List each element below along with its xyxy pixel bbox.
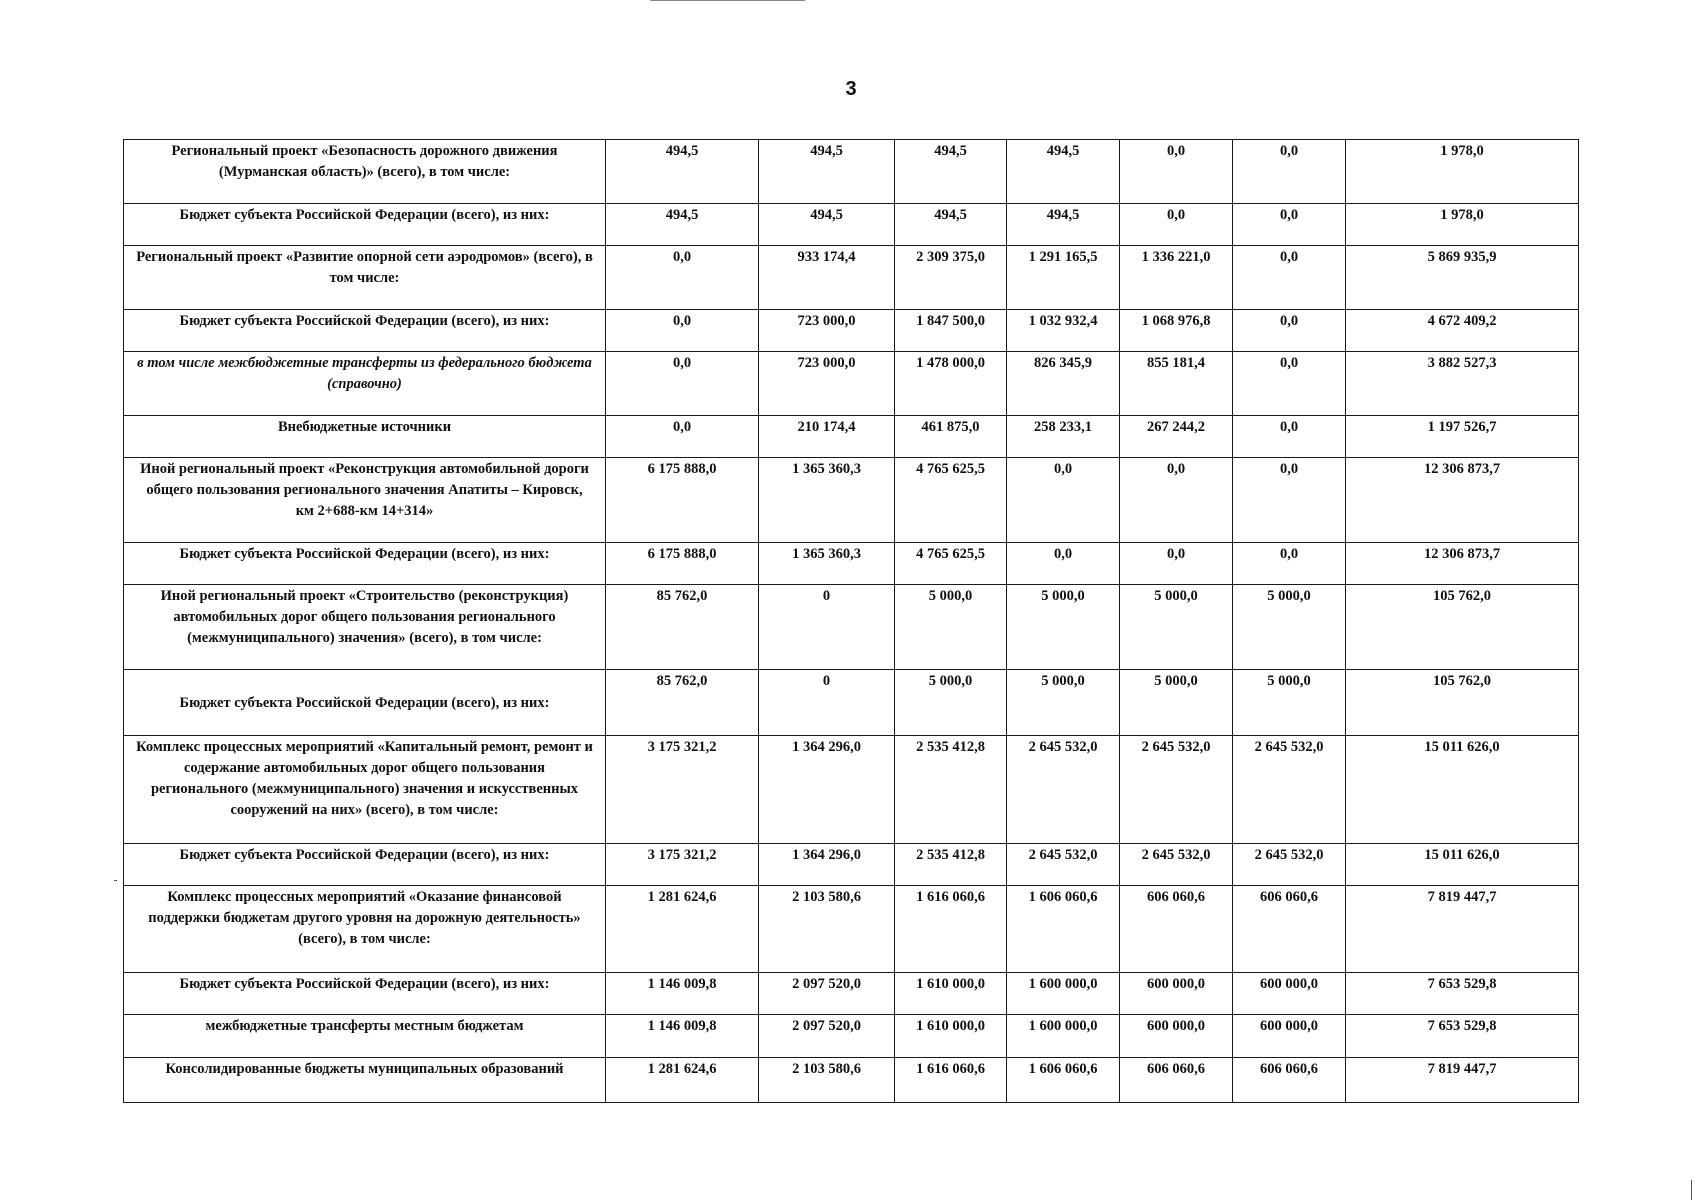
scan-artifact-dot [114, 880, 117, 881]
row-label: Иной региональный проект «Реконструкция автомобильной дороги общего пользования регионального значения Апатиты – Кировск, км 2+688-км 14+314» [124, 458, 606, 543]
table-row [124, 140, 1579, 204]
row-label: Региональный проект «Развитие опорной сети аэродромов» (всего), в том числе: [124, 246, 606, 310]
value-cell: 2 645 532,0 [1120, 736, 1233, 844]
value-cell: 0 [759, 585, 895, 670]
value-cell: 0,0 [1007, 458, 1120, 543]
value-cell: 5 000,0 [1120, 585, 1233, 670]
value-cell: 0,0 [1233, 352, 1346, 416]
value-cell: 0,0 [606, 310, 759, 352]
row-label: Бюджет субъекта Российской Федерации (всего), из них: [124, 670, 606, 736]
total-cell: 7 819 447,7 [1346, 1058, 1579, 1103]
value-cell: 4 765 625,5 [895, 458, 1007, 543]
table-row [124, 458, 1579, 543]
value-cell: 855 181,4 [1120, 352, 1233, 416]
value-cell: 1 610 000,0 [895, 1015, 1007, 1058]
value-cell: 2 103 580,6 [759, 886, 895, 973]
value-cell: 210 174,4 [759, 416, 895, 458]
row-label: Бюджет субъекта Российской Федерации (всего), из них: [124, 310, 606, 352]
row-label: Бюджет субъекта Российской Федерации (всего), из них: [124, 204, 606, 246]
table-row [124, 1015, 1579, 1058]
value-cell: 1 364 296,0 [759, 736, 895, 844]
value-cell: 2 645 532,0 [1120, 844, 1233, 886]
scan-artifact-edge [1691, 1180, 1692, 1200]
total-cell: 1 978,0 [1346, 140, 1579, 204]
table-row [124, 585, 1579, 670]
row-label: Бюджет субъекта Российской Федерации (всего), из них: [124, 844, 606, 886]
value-cell: 3 175 321,2 [606, 736, 759, 844]
value-cell: 2 097 520,0 [759, 973, 895, 1015]
value-cell: 1 600 000,0 [1007, 1015, 1120, 1058]
value-cell: 2 309 375,0 [895, 246, 1007, 310]
table-row [124, 736, 1579, 844]
total-cell: 5 869 935,9 [1346, 246, 1579, 310]
table-row [124, 416, 1579, 458]
value-cell: 461 875,0 [895, 416, 1007, 458]
value-cell: 2 645 532,0 [1007, 844, 1120, 886]
table-row [124, 886, 1579, 973]
total-cell: 12 306 873,7 [1346, 458, 1579, 543]
value-cell: 600 000,0 [1233, 1015, 1346, 1058]
total-cell: 7 819 447,7 [1346, 886, 1579, 973]
value-cell: 0,0 [1120, 543, 1233, 585]
table-row [124, 844, 1579, 886]
value-cell: 1 616 060,6 [895, 1058, 1007, 1103]
value-cell: 1 365 360,3 [759, 543, 895, 585]
row-label: Комплекс процессных мероприятий «Оказание финансовой поддержки бюджетам другого уровня на дорожную деятельность» (всего), в том числе: [124, 886, 606, 973]
value-cell: 1 616 060,6 [895, 886, 1007, 973]
value-cell: 1 364 296,0 [759, 844, 895, 886]
total-cell: 4 672 409,2 [1346, 310, 1579, 352]
value-cell: 494,5 [759, 204, 895, 246]
value-cell: 1 610 000,0 [895, 973, 1007, 1015]
value-cell: 0,0 [1233, 310, 1346, 352]
budget-table [123, 139, 1579, 1103]
value-cell: 606 060,6 [1120, 886, 1233, 973]
value-cell: 1 146 009,8 [606, 1015, 759, 1058]
value-cell: 5 000,0 [895, 670, 1007, 736]
total-cell: 7 653 529,8 [1346, 1015, 1579, 1058]
value-cell: 0,0 [1120, 204, 1233, 246]
value-cell: 723 000,0 [759, 352, 895, 416]
value-cell: 2 645 532,0 [1007, 736, 1120, 844]
value-cell: 494,5 [895, 204, 1007, 246]
row-label: Бюджет субъекта Российской Федерации (всего), из них: [124, 543, 606, 585]
value-cell: 2 645 532,0 [1233, 844, 1346, 886]
value-cell: 606 060,6 [1233, 886, 1346, 973]
total-cell: 7 653 529,8 [1346, 973, 1579, 1015]
row-label: Региональный проект «Безопасность дорожного движения (Мурманская область)» (всего), в том числе: [124, 140, 606, 204]
value-cell: 5 000,0 [1120, 670, 1233, 736]
value-cell: 258 233,1 [1007, 416, 1120, 458]
row-label: Комплекс процессных мероприятий «Капитальный ремонт, ремонт и содержание автомобильных дорог общего пользования регионального (межмуниципального) значения и искусственных сооружений на них» (всего), в том числе: [124, 736, 606, 844]
row-label: Бюджет субъекта Российской Федерации (всего), из них: [124, 973, 606, 1015]
value-cell: 0,0 [606, 246, 759, 310]
row-label: Иной региональный проект «Строительство (реконструкция) автомобильных дорог общего пользования регионального (межмуниципального) значения» (всего), в том числе: [124, 585, 606, 670]
value-cell: 6 175 888,0 [606, 458, 759, 543]
value-cell: 0,0 [1120, 458, 1233, 543]
value-cell: 5 000,0 [1233, 585, 1346, 670]
value-cell: 2 535 412,8 [895, 844, 1007, 886]
value-cell: 6 175 888,0 [606, 543, 759, 585]
value-cell: 1 068 976,8 [1120, 310, 1233, 352]
value-cell: 606 060,6 [1120, 1058, 1233, 1103]
value-cell: 0,0 [1120, 140, 1233, 204]
value-cell: 5 000,0 [895, 585, 1007, 670]
table-row [124, 204, 1579, 246]
value-cell: 5 000,0 [1007, 585, 1120, 670]
value-cell: 494,5 [895, 140, 1007, 204]
value-cell: 1 291 165,5 [1007, 246, 1120, 310]
value-cell: 1 281 624,6 [606, 1058, 759, 1103]
row-label: Внебюджетные источники [124, 416, 606, 458]
scan-artifact-top-line [650, 0, 805, 1]
value-cell: 0,0 [1233, 140, 1346, 204]
value-cell: 494,5 [1007, 204, 1120, 246]
value-cell: 85 762,0 [606, 585, 759, 670]
value-cell: 933 174,4 [759, 246, 895, 310]
table-row [124, 1058, 1579, 1103]
value-cell: 3 175 321,2 [606, 844, 759, 886]
value-cell: 494,5 [759, 140, 895, 204]
value-cell: 0 [759, 670, 895, 736]
value-cell: 494,5 [606, 140, 759, 204]
row-label: в том числе межбюджетные трансферты из федерального бюджета (справочно) [124, 352, 606, 416]
total-cell: 1 978,0 [1346, 204, 1579, 246]
value-cell: 2 645 532,0 [1233, 736, 1346, 844]
value-cell: 4 765 625,5 [895, 543, 1007, 585]
value-cell: 0,0 [1233, 204, 1346, 246]
total-cell: 12 306 873,7 [1346, 543, 1579, 585]
value-cell: 0,0 [606, 416, 759, 458]
total-cell: 3 882 527,3 [1346, 352, 1579, 416]
value-cell: 826 345,9 [1007, 352, 1120, 416]
value-cell: 600 000,0 [1120, 1015, 1233, 1058]
value-cell: 0,0 [606, 352, 759, 416]
value-cell: 1 606 060,6 [1007, 886, 1120, 973]
value-cell: 5 000,0 [1007, 670, 1120, 736]
value-cell: 0,0 [1233, 246, 1346, 310]
value-cell: 1 336 221,0 [1120, 246, 1233, 310]
value-cell: 600 000,0 [1233, 973, 1346, 1015]
total-cell: 105 762,0 [1346, 670, 1579, 736]
value-cell: 2 097 520,0 [759, 1015, 895, 1058]
total-cell: 1 197 526,7 [1346, 416, 1579, 458]
value-cell: 600 000,0 [1120, 973, 1233, 1015]
value-cell: 2 535 412,8 [895, 736, 1007, 844]
value-cell: 1 146 009,8 [606, 973, 759, 1015]
row-label: Консолидированные бюджеты муниципальных образований [124, 1058, 606, 1103]
table-row [124, 352, 1579, 416]
table-row [124, 543, 1579, 585]
table-row [124, 973, 1579, 1015]
page-number: 3 [845, 78, 857, 100]
total-cell: 15 011 626,0 [1346, 736, 1579, 844]
table-row [124, 246, 1579, 310]
row-label: межбюджетные трансферты местным бюджетам [124, 1015, 606, 1058]
value-cell: 1 281 624,6 [606, 886, 759, 973]
value-cell: 494,5 [1007, 140, 1120, 204]
value-cell: 0,0 [1233, 458, 1346, 543]
total-cell: 105 762,0 [1346, 585, 1579, 670]
value-cell: 1 606 060,6 [1007, 1058, 1120, 1103]
value-cell: 0,0 [1007, 543, 1120, 585]
value-cell: 267 244,2 [1120, 416, 1233, 458]
total-cell: 15 011 626,0 [1346, 844, 1579, 886]
value-cell: 606 060,6 [1233, 1058, 1346, 1103]
value-cell: 5 000,0 [1233, 670, 1346, 736]
value-cell: 0,0 [1233, 543, 1346, 585]
value-cell: 1 032 932,4 [1007, 310, 1120, 352]
table-row [124, 670, 1579, 736]
value-cell: 85 762,0 [606, 670, 759, 736]
value-cell: 1 600 000,0 [1007, 973, 1120, 1015]
value-cell: 2 103 580,6 [759, 1058, 895, 1103]
value-cell: 1 478 000,0 [895, 352, 1007, 416]
value-cell: 1 847 500,0 [895, 310, 1007, 352]
value-cell: 0,0 [1233, 416, 1346, 458]
value-cell: 494,5 [606, 204, 759, 246]
value-cell: 1 365 360,3 [759, 458, 895, 543]
value-cell: 723 000,0 [759, 310, 895, 352]
table-row [124, 310, 1579, 352]
